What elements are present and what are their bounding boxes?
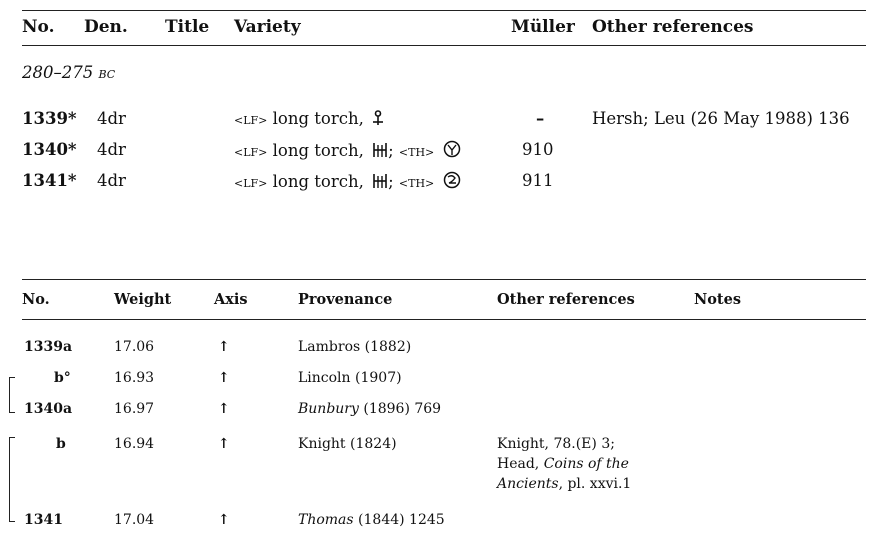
torch-monogram-icon [372, 110, 384, 126]
variety-text: long torch, [272, 109, 364, 128]
t1-header-other-refs: Other references [592, 17, 754, 37]
t2-row5-provenance [298, 512, 445, 528]
ref-plate: , pl. xxvi.1 [558, 476, 632, 492]
t2-row4-no: b [56, 436, 66, 452]
t2-row3-weight: 16.97 [114, 401, 155, 417]
t1-header-title: Title [165, 17, 210, 37]
provenance-detail: (1844) 1245 [358, 512, 445, 528]
t2-header-notes: Notes [694, 291, 742, 308]
t2-row4-refs-line2 [497, 456, 629, 472]
ref-author: Head, [497, 456, 544, 472]
t2-header-no: No. [22, 291, 50, 308]
t1-header-den: Den. [84, 17, 128, 37]
provenance-name: Thomas [298, 512, 354, 528]
t2-header-axis: Axis [214, 291, 248, 308]
t1-row1-muller: – [536, 109, 545, 128]
t1-row3-den: 4dr [97, 171, 126, 190]
provenance-name: Bunbury [298, 401, 359, 417]
th-mark: <TH> [398, 146, 435, 159]
t2-row2-provenance [298, 370, 402, 386]
variety-text: long torch, [272, 141, 364, 160]
provenance-detail: (1896) 769 [363, 401, 442, 417]
t2-row3-axis: ↑ [218, 401, 230, 417]
t1-row1-no: 1339* [22, 109, 77, 128]
provenance-detail: (1882) [364, 339, 412, 355]
semicolon: ; [388, 141, 394, 160]
table1-top-rule [22, 10, 866, 11]
t2-header-other-refs: Other references [497, 291, 635, 308]
t1-row2-variety [234, 140, 461, 160]
provenance-name: Knight [298, 436, 346, 452]
t2-row3-provenance [298, 401, 441, 417]
t2-header-provenance: Provenance [298, 291, 393, 308]
table2-top-rule [22, 279, 866, 280]
t1-row3-no: 1341* [22, 171, 77, 190]
period-range: 280–275 [22, 63, 94, 82]
period-era: BC [98, 68, 116, 81]
t2-row4-weight: 16.94 [114, 436, 155, 452]
provenance-name: Lincoln [298, 370, 351, 386]
t2-row1-provenance [298, 339, 411, 355]
t1-row1-refs: Hersh; Leu (26 May 1988) 136 [592, 109, 850, 128]
t1-row1-variety [234, 109, 384, 128]
group-bracket [9, 377, 15, 413]
variety-text: long torch, [272, 172, 364, 191]
t1-header-no: No. [22, 17, 55, 37]
lf-mark: <LF> [234, 114, 268, 127]
t2-row4-provenance [298, 436, 397, 452]
t1-row2-muller: 910 [522, 140, 554, 159]
ref-title: Coins of the [543, 456, 629, 472]
table1-header-rule [22, 45, 866, 46]
t1-header-variety: Variety [234, 17, 301, 37]
monogram-icon [372, 142, 388, 158]
t2-row5-no: 1341 [24, 512, 63, 528]
t1-header-muller: Müller [511, 17, 575, 37]
t2-row5-axis: ↑ [218, 512, 230, 528]
t2-row1-no: 1339a [24, 339, 73, 355]
provenance-name: Lambros [298, 339, 361, 355]
ref-title-cont: Ancients [497, 476, 559, 492]
lf-mark: <LF> [234, 146, 268, 159]
lf-mark: <LF> [234, 177, 268, 190]
table2-header-rule [22, 319, 866, 320]
provenance-detail: (1824) [350, 436, 397, 452]
t1-row3-muller: 911 [522, 171, 554, 190]
t2-row2-weight: 16.93 [114, 370, 155, 386]
t2-row2-no: b° [54, 370, 71, 386]
t2-header-weight: Weight [114, 291, 172, 308]
t2-row1-weight: 17.06 [114, 339, 155, 355]
t1-row2-den: 4dr [97, 140, 126, 159]
semicolon: ; [388, 172, 394, 191]
th-mark: <TH> [398, 177, 435, 190]
t1-row3-variety [234, 171, 461, 191]
period-label [22, 63, 115, 82]
t2-row1-axis: ↑ [218, 339, 230, 355]
group-bracket [9, 437, 15, 522]
t2-row4-axis: ↑ [218, 436, 230, 452]
t2-row3-no: 1340a [24, 401, 73, 417]
t2-row5-weight: 17.04 [114, 512, 155, 528]
t1-row2-no: 1340* [22, 140, 77, 159]
circle-monogram-icon [443, 171, 461, 189]
provenance-detail: (1907) [355, 370, 402, 386]
monogram-icon [372, 173, 388, 189]
t2-row2-axis: ↑ [218, 370, 230, 386]
t1-row1-den: 4dr [97, 109, 126, 128]
t2-row4-refs-line1: Knight, 78.(E) 3; [497, 436, 615, 452]
circle-monogram-icon [443, 140, 461, 158]
t2-row4-refs-line3 [497, 476, 631, 492]
